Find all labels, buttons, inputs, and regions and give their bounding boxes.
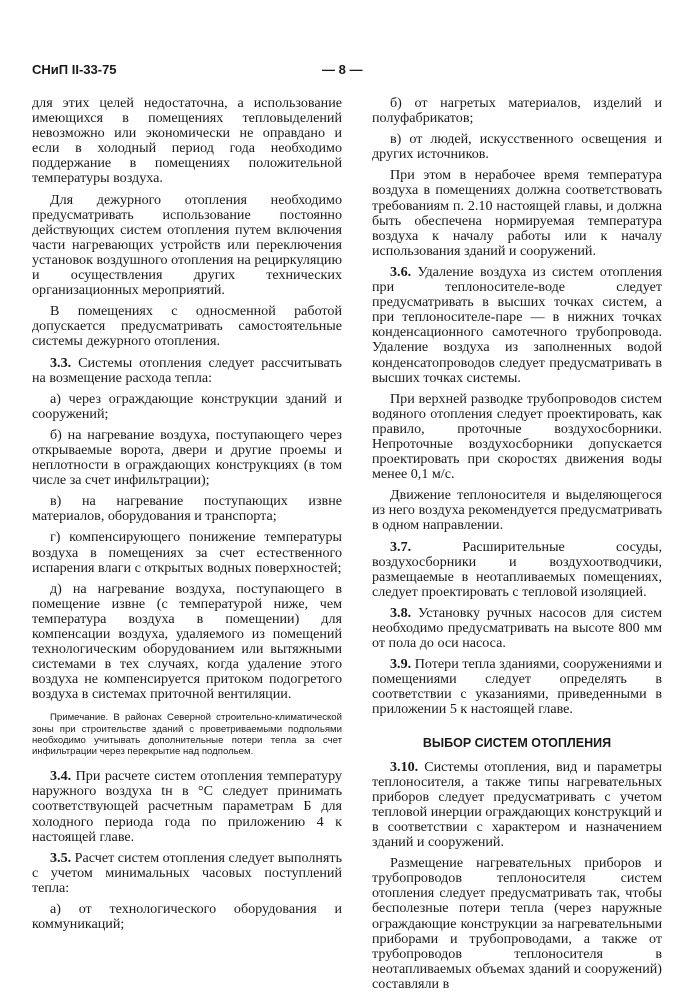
clause-number: 3.10. <box>390 758 419 775</box>
clause-number: 3.8. <box>390 604 412 621</box>
paragraph-text: Расширительные сосуды, воздухосборники и воздухоотводчики, размещаемые в неотапливаемых помещениях, следует проектировать с тепловой изоляцией. <box>372 538 662 600</box>
paragraph-r6 <box>372 488 662 533</box>
paragraph-l6 <box>32 428 342 488</box>
paragraph-l4 <box>32 356 342 386</box>
paragraph-r2 <box>372 132 662 162</box>
paragraph-l7 <box>32 494 342 524</box>
paragraph-text: д) на нагревание воздуха, поступающего в помещение извне (с температурой ниже, чем температура воздуха в помещении) для компенсации воздуха, удаляемого из помещений технологическим оборудованием или вытяжными системами в тех случаях, когда удаление этого воздуха не компенсируется притоком подогретого воздуха в системах приточной вентиляции. <box>32 580 342 703</box>
left-paragraphs-continued <box>32 769 342 932</box>
paragraph-r9 <box>372 657 662 717</box>
paragraph-l1 <box>32 96 342 187</box>
paragraph-text: для этих целей недостаточна, а использование имеющихся в помещениях тепловыделений невозможно или экономически не оправдано и если в холодный период года необходимо поддержание в помещениях положительной температуры воздуха. <box>32 95 342 187</box>
clause-number: 3.6. <box>390 263 412 280</box>
paragraph-r11 <box>372 856 662 992</box>
paragraph-text: г) компенсирующего понижение температуры воздуха в помещениях за счет естественного испарения влаги с открытых водных поверхностей; <box>32 529 342 576</box>
paragraph-l11 <box>32 851 342 896</box>
paragraph-text: Потери тепла зданиями, сооружениями и помещениями следует определять в соответствии с указаниями, приведенными в приложении 5 к настоящей главе. <box>372 656 663 718</box>
section-heading: ВЫБОР СИСТЕМ ОТОПЛЕНИЯ <box>422 735 612 750</box>
paragraph-l2 <box>32 193 342 299</box>
paragraph-text: Для дежурного отопления необходимо предусматривать использование постоянно действующих систем отопления путем включения части нагревающих устройств или переключения установок воздушного отопления на рециркуляцию и осуществления других технических организационных мероприятий. <box>32 191 342 299</box>
paragraph-text: Удаление воздуха из систем отопления при теплоносителе-воде следует предусматривать в высших точках систем, а при теплоносителе-паре — в нижних точках конденсационного самотечного трубопровода. Удаление воздуха из заполненных водой конденсатопроводов следует предусматривать в высших точках системы. <box>372 263 662 386</box>
paragraph-l5 <box>32 392 342 422</box>
paragraph-r5 <box>372 392 662 483</box>
footnote-note: Примечание. В районах Северной строительно-климатической зоны при строительстве зданий с проветриваемыми подпольями необходимо учитывать дополнительные потери тепла за счет инфильтрации через перекрытие над подпольем. <box>32 712 342 758</box>
right-column <box>372 96 662 998</box>
right-paragraphs-continued <box>372 760 662 992</box>
paragraph-text: При этом в нерабочее время температура воздуха в помещениях должна соответствовать требованиям п. 2.10 настоящей главы, и должна быть обеспечена нормируемая температура воздуха к началу работы или к началу использования зданий и сооружений. <box>372 167 662 259</box>
paragraph-text: В помещениях с односменной работой допускается предусматривать самостоятельные системы дежурного отопления. <box>32 303 342 350</box>
clause-number: 3.7. <box>390 538 412 555</box>
paragraph-text: б) от нагретых материалов, изделий и полуфабрикатов; <box>372 95 662 127</box>
paragraph-r10 <box>372 760 662 851</box>
paragraph-text: При расчете систем отопления температуру наружного воздуха tн в °С следует принимать соответствующей расчетным параметрам Б для холодного периода года по приложению 4 к настоящей главе. <box>32 768 342 845</box>
paragraph-r3 <box>372 168 662 259</box>
paragraph-text: Системы отопления следует рассчитывать на возмещение расхода тепла: <box>32 354 342 386</box>
clause-number: 3.5. <box>50 849 72 866</box>
paragraph-l3 <box>32 304 342 349</box>
paragraph-text: Движение теплоносителя и выделяющегося из него воздуха рекомендуется предусматривать в одном направлении. <box>372 487 662 534</box>
clause-number: 3.4. <box>50 768 72 785</box>
paragraph-r8 <box>372 606 662 651</box>
left-paragraphs <box>32 96 342 702</box>
paragraph-text: Расчет систем отопления следует выполнять с учетом минимальных часовых поступлений тепла: <box>32 849 342 896</box>
paragraph-l9 <box>32 582 342 703</box>
paragraph-l8 <box>32 530 342 575</box>
paragraph-text: в) от людей, искусственного освещения и других источников. <box>372 131 662 163</box>
paragraph-l10 <box>32 769 342 844</box>
paragraph-r1 <box>372 96 662 126</box>
paragraph-r4 <box>372 265 662 386</box>
paragraph-l12 <box>32 902 342 932</box>
clause-number: 3.3. <box>50 354 72 371</box>
paragraph-text: а) от технологического оборудования и коммуникаций; <box>32 901 342 933</box>
paragraph-text: Установку ручных насосов для систем необходимо предусматривать на высоте 800 мм от пола до оси насоса. <box>372 604 662 652</box>
paragraph-text: Размещение нагревательных приборов и трубопроводов теплоносителя систем отопления следует предусматривать так, чтобы бесполезные потери тепла (через наружные ограждающие конструкции за нагревательными приборами и трубопроводами, а также от трубопроводов теплоносителя в неотапливаемых объемах зданий и сооружений) составляли в <box>372 855 662 992</box>
paragraph-text: в) на нагревание поступающих извне материалов, оборудования и транспорта; <box>32 493 342 525</box>
document-code: СНиП II-33-75 <box>32 62 117 77</box>
paragraph-text: б) на нагревание воздуха, поступающего через открываемые ворота, двери и другие проемы и неплотности в ограждающих конструкциях (в том числе за счет инфильтрации); <box>32 426 342 489</box>
left-column <box>32 96 342 938</box>
right-paragraphs <box>372 96 662 718</box>
paragraph-r7 <box>372 540 662 600</box>
paragraph-text: При верхней разводке трубопроводов систем водяного отопления следует проектировать, как правило, проточные воздухосборники. Непроточные воздухосборники допускается проектировать при скоростях движения воды менее 0,1 м/с. <box>372 390 662 483</box>
paragraph-text: Системы отопления, вид и параметры теплоносителя, а также типы нагревательных приборов следует предусматривать с учетом тепловой инерции ограждающих конструкций и в соответствии с характером и назначением зданий и сооружений. <box>372 758 662 851</box>
paragraph-text: а) через ограждающие конструкции зданий и сооружений; <box>32 390 342 422</box>
page-number: — 8 — <box>322 62 363 77</box>
clause-number: 3.9. <box>390 656 412 673</box>
